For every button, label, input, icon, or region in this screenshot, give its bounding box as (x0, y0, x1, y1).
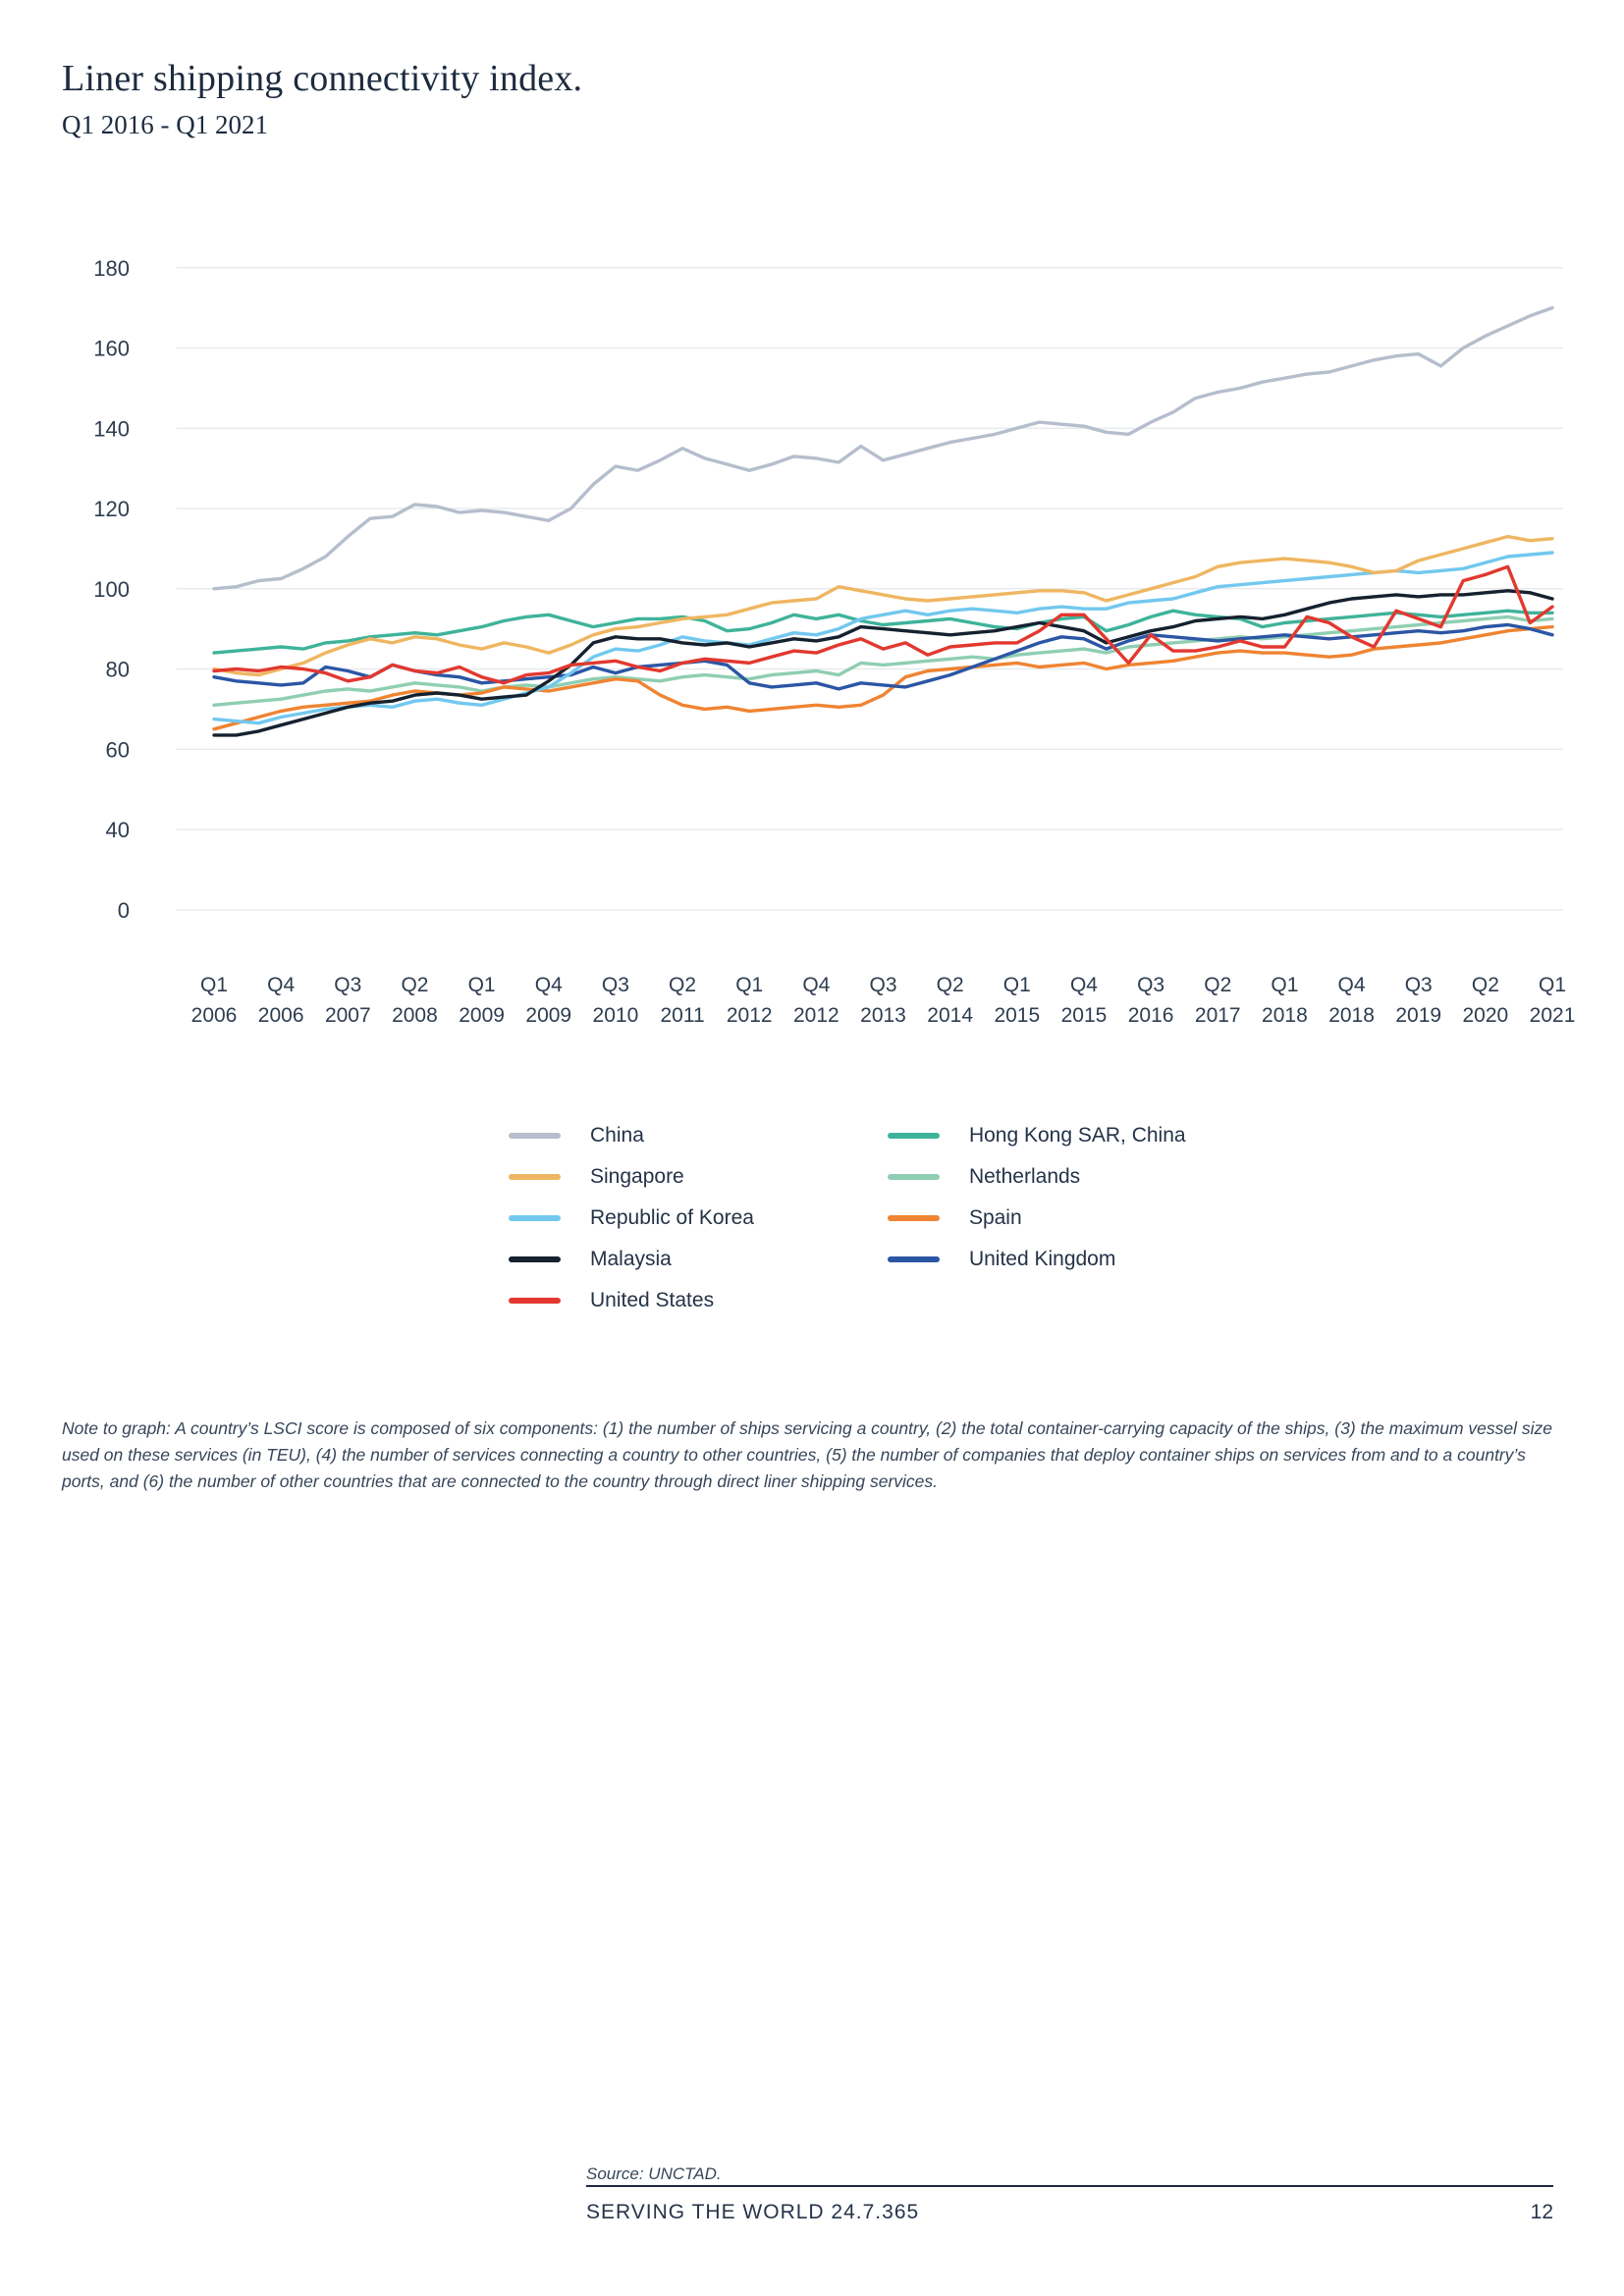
y-tick-120: 120 (93, 497, 130, 521)
note-to-graph: Note to graph: A country’s LSCI score is composed of six components: (1) the number of ships servicing a country, (2) the total container-carrying capacity of the ships, (3) the maximum vessel size used on these services (in TEU), (4) the number of services connecting a country to other countries, (5) the number of companies that deploy container ships on services from and to a country’s ports, and (6) the number of other countries that are connected to the country through direct liner shipping services. (62, 1417, 1552, 1491)
legend-swatch-singapore (509, 1174, 561, 1180)
legend-label-singapore: Singapore (590, 1165, 684, 1188)
x-tick-q1-2006: Q1 2006 (190, 974, 238, 1027)
legend-label-malaysia: Malaysia (590, 1248, 672, 1270)
x-tick-q1-2009: Q1 2009 (459, 974, 505, 1027)
x-tick-q4-2006: Q4 2006 (257, 974, 304, 1027)
page-number: 12 (1530, 2201, 1553, 2223)
legend-column-1 (509, 1115, 754, 1321)
legend-label-united-kingdom: United Kingdom (968, 1248, 1116, 1270)
footer-tagline: SERVING THE WORLD 24.7.365 (586, 2201, 920, 2223)
footer-divider (586, 2185, 1553, 2187)
x-tick-q2-2020: Q2 2020 (1462, 974, 1509, 1027)
line-china (214, 308, 1552, 589)
legend-swatch-malaysia (509, 1256, 561, 1262)
legend-item-spain (888, 1198, 1186, 1239)
x-tick-q2-2014: Q2 2014 (927, 974, 974, 1027)
x-tick-q2-2017: Q2 2017 (1194, 974, 1241, 1027)
x-tick-q1-2021: Q1 2021 (1529, 974, 1576, 1027)
x-tick-q4-2015: Q4 2015 (1060, 974, 1108, 1027)
line-spain (214, 627, 1552, 729)
y-tick-160: 160 (93, 336, 130, 361)
source-caption: Source: UNCTAD. (586, 2164, 722, 2183)
legend-swatch-hong-kong-sar-china (888, 1133, 940, 1139)
x-tick-q3-2016: Q3 2016 (1127, 974, 1174, 1027)
y-tick-140: 140 (93, 416, 130, 442)
legend-item-singapore (509, 1156, 754, 1198)
chart-legend (509, 1115, 1186, 1321)
x-tick-q2-2011: Q2 2011 (660, 974, 705, 1027)
legend-label-hong-kong-sar-china: Hong Kong SAR, China (968, 1124, 1186, 1147)
y-axis-labels (93, 256, 130, 923)
legend-swatch-netherlands (888, 1174, 940, 1180)
line-malaysia (214, 591, 1552, 735)
y-tick-0: 0 (117, 898, 130, 923)
legend-label-netherlands: Netherlands (968, 1165, 1081, 1188)
legend-swatch-united-states (509, 1298, 561, 1304)
legend-item-china (509, 1115, 754, 1156)
x-tick-q4-2012: Q4 2012 (792, 974, 839, 1027)
legend-item-united-kingdom (888, 1239, 1186, 1280)
x-tick-q3-2007: Q3 2007 (324, 974, 371, 1027)
legend-swatch-republic-of-korea (509, 1215, 561, 1221)
legend-label-spain: Spain (968, 1206, 1022, 1229)
y-tick-80: 80 (105, 657, 130, 682)
legend-swatch-china (509, 1133, 561, 1139)
lsci-line-chart (0, 0, 1624, 1080)
x-tick-q1-2015: Q1 2015 (994, 974, 1041, 1027)
legend-column-2 (888, 1115, 1186, 1321)
x-tick-q1-2018: Q1 2018 (1262, 974, 1308, 1027)
legend-item-netherlands (888, 1156, 1186, 1198)
legend-swatch-spain (888, 1215, 940, 1221)
legend-item-hong-kong-sar-china (888, 1115, 1186, 1156)
page-subtitle: Q1 2016 - Q1 2021 (62, 110, 268, 139)
x-tick-q4-2009: Q4 2009 (525, 974, 572, 1027)
legend-label-china: China (590, 1124, 644, 1147)
y-tick-40: 40 (105, 818, 130, 842)
x-tick-q2-2008: Q2 2008 (392, 974, 438, 1027)
x-axis-labels (191, 974, 1576, 1027)
x-tick-q1-2012: Q1 2012 (726, 974, 773, 1027)
x-tick-q3-2019: Q3 2019 (1395, 974, 1442, 1027)
x-tick-q3-2010: Q3 2010 (592, 974, 639, 1027)
page-title: Liner shipping connectivity index. (62, 58, 583, 99)
legend-swatch-united-kingdom (888, 1256, 940, 1262)
legend-label-republic-of-korea: Republic of Korea (590, 1206, 754, 1229)
legend-item-malaysia (509, 1239, 754, 1280)
x-tick-q3-2013: Q3 2013 (860, 974, 906, 1027)
legend-item-republic-of-korea (509, 1198, 754, 1239)
footer (586, 2201, 1553, 2224)
legend-item-united-states (509, 1280, 754, 1321)
y-tick-60: 60 (105, 737, 130, 763)
y-tick-180: 180 (93, 255, 130, 281)
x-tick-q4-2018: Q4 2018 (1328, 974, 1375, 1027)
y-tick-100: 100 (93, 576, 130, 602)
chart-series-lines (214, 308, 1552, 735)
legend-label-united-states: United States (590, 1289, 715, 1311)
